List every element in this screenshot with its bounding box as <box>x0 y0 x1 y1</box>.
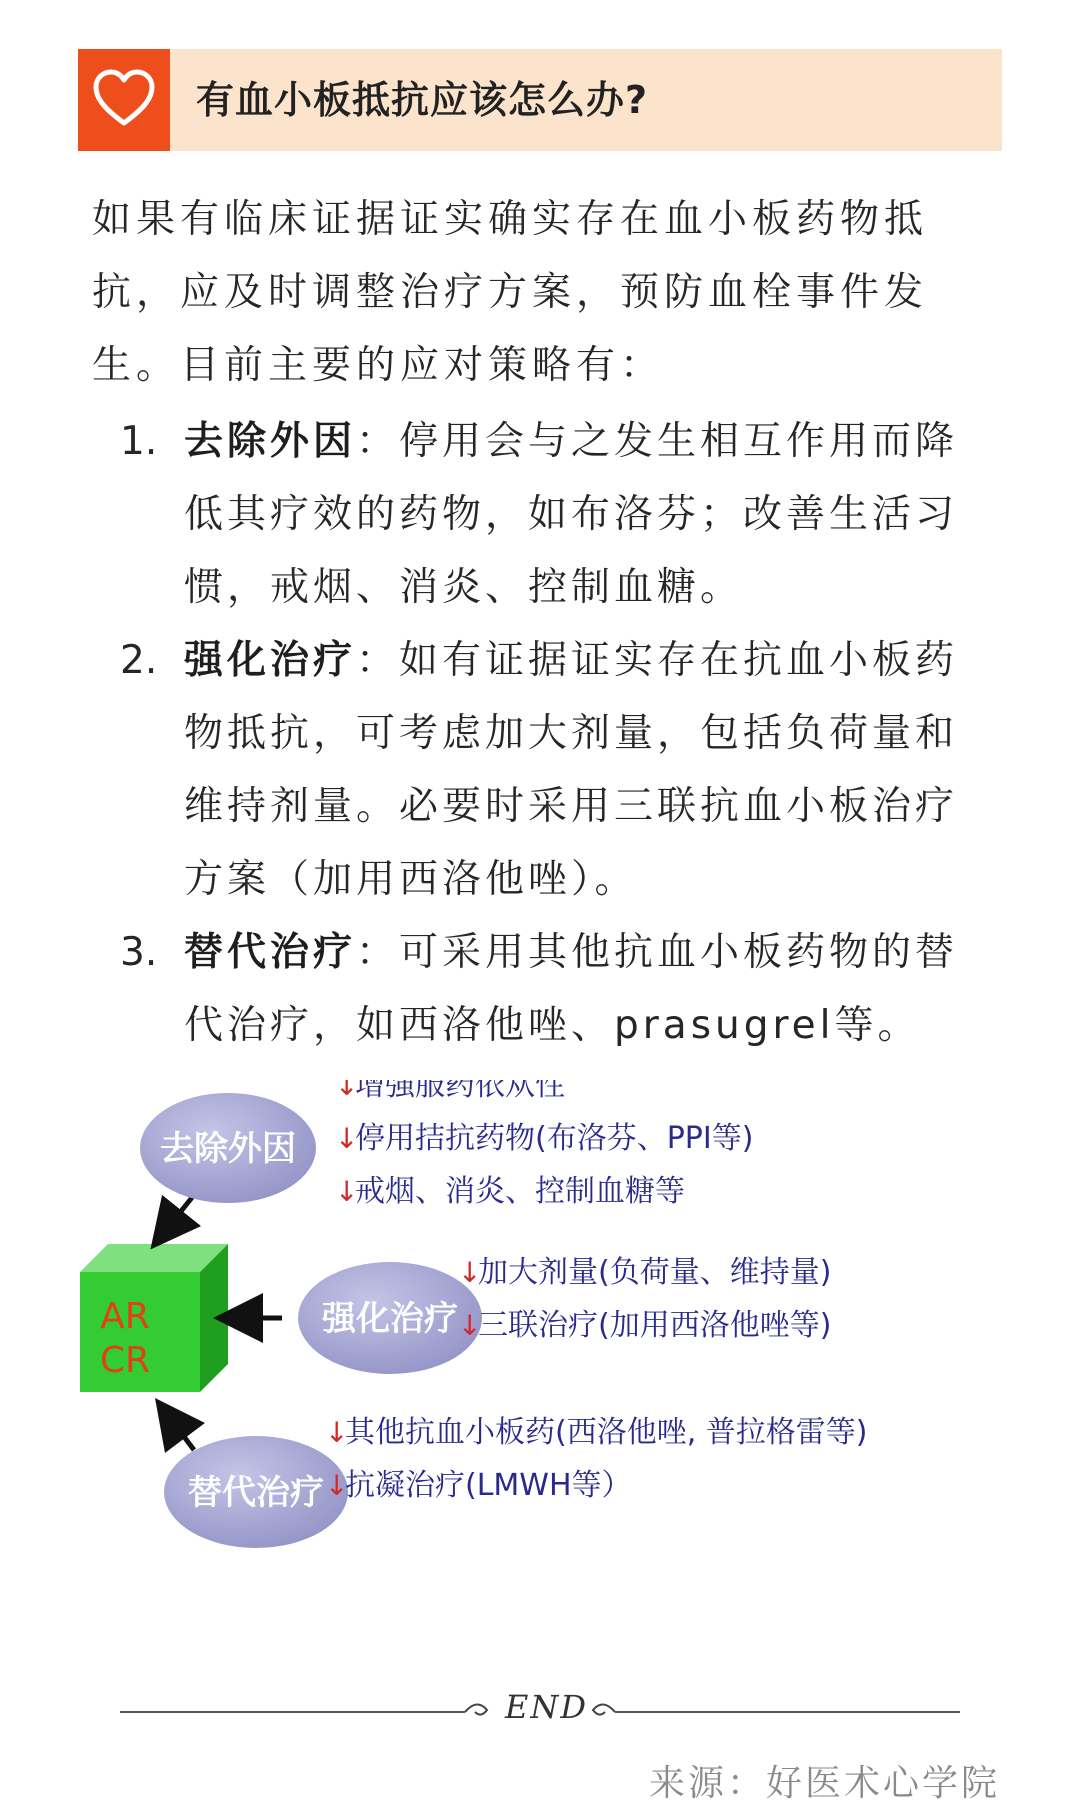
diagram-canvas <box>70 1080 1010 1580</box>
node-1-items <box>335 1080 753 1209</box>
section-header <box>78 49 1002 151</box>
source-credit: 来源：好医术心学院 <box>648 1763 1000 1804</box>
bullet-arrow-icon: ↓ <box>458 1309 482 1342</box>
list-term: 去除外因 <box>184 419 357 464</box>
list-term: 强化治疗 <box>184 638 357 683</box>
node-label: 替代治疗 <box>188 1473 324 1513</box>
bullet-arrow-icon: ↓ <box>325 1416 349 1449</box>
list-text: 可采用其他抗血小板药物的替代治疗，如西洛他唑、prasugrel等。 <box>184 930 959 1048</box>
list-number: 3. <box>120 930 158 975</box>
node-2-items <box>458 1255 831 1343</box>
list-separator: ： <box>356 638 400 683</box>
bullet-arrow-icon: ↓ <box>335 1080 359 1102</box>
node-label: 强化治疗 <box>322 1299 458 1339</box>
intro-paragraph: 如果有临床证据证实确实存在血小板药物抵抗，应及时调整治疗方案，预防血栓事件发生。目前主要的应对策略有： <box>92 197 929 388</box>
flourish-left-icon <box>465 1704 487 1714</box>
heart-icon <box>92 67 156 131</box>
node-item: 其他抗血小板药(西洛他唑, 普拉格雷等) <box>345 1415 868 1450</box>
node-label: 去除外因 <box>160 1129 296 1169</box>
arcr-cube <box>80 1244 228 1392</box>
node-item: 停用拮抗药物(布洛芬、PPI等) <box>355 1121 754 1156</box>
node-3-items <box>325 1415 867 1503</box>
cube-label-cr: CR <box>99 1340 151 1381</box>
section-title: 有血小板抵抗应该怎么办? <box>196 78 649 122</box>
node-remove-causes <box>140 1093 316 1203</box>
arrow-from-node-1 <box>166 1195 194 1230</box>
node-item: 戒烟、消炎、控制血糖等 <box>355 1174 685 1209</box>
node-item: 增强服药依从性 <box>355 1080 565 1103</box>
list-number: 1. <box>120 419 158 464</box>
list-separator: ： <box>356 419 400 464</box>
bullet-arrow-icon: ↓ <box>325 1469 349 1502</box>
list-text: 如有证据证实存在抗血小板药物抵抗，可考虑加大剂量，包括负荷量和维持剂量。必要时采用三联抗血小板治疗方案（加用西洛他唑）。 <box>184 638 959 902</box>
end-text: END <box>505 1688 589 1726</box>
flourish-right-icon <box>593 1704 615 1714</box>
header-icon-box <box>78 49 170 151</box>
cube-label-ar: AR <box>100 1296 150 1337</box>
node-substitute <box>164 1436 348 1548</box>
node-item: 三联治疗(加用西洛他唑等) <box>478 1308 832 1343</box>
bullet-arrow-icon: ↓ <box>335 1122 359 1155</box>
node-item: 抗凝治疗(LMWH等） <box>345 1468 632 1503</box>
bullet-arrow-icon: ↓ <box>458 1256 482 1289</box>
strategy-diagram <box>70 1080 1010 1660</box>
list-text: 停用会与之发生相互作用而降低其疗效的药物，如布洛芬；改善生活习惯，戒烟、消炎、控制血糖。 <box>184 419 959 610</box>
list-term: 替代治疗 <box>184 930 357 975</box>
arrow-from-node-3 <box>170 1418 194 1450</box>
node-intensify <box>298 1262 482 1374</box>
node-item: 加大剂量(负荷量、维持量) <box>478 1255 832 1290</box>
list-number: 2. <box>120 638 158 683</box>
bullet-arrow-icon: ↓ <box>335 1175 359 1208</box>
list-item <box>110 916 1000 1062</box>
strategy-list <box>110 405 1000 1062</box>
list-separator: ： <box>356 930 400 975</box>
list-item <box>110 405 1000 624</box>
list-item <box>110 624 1000 916</box>
